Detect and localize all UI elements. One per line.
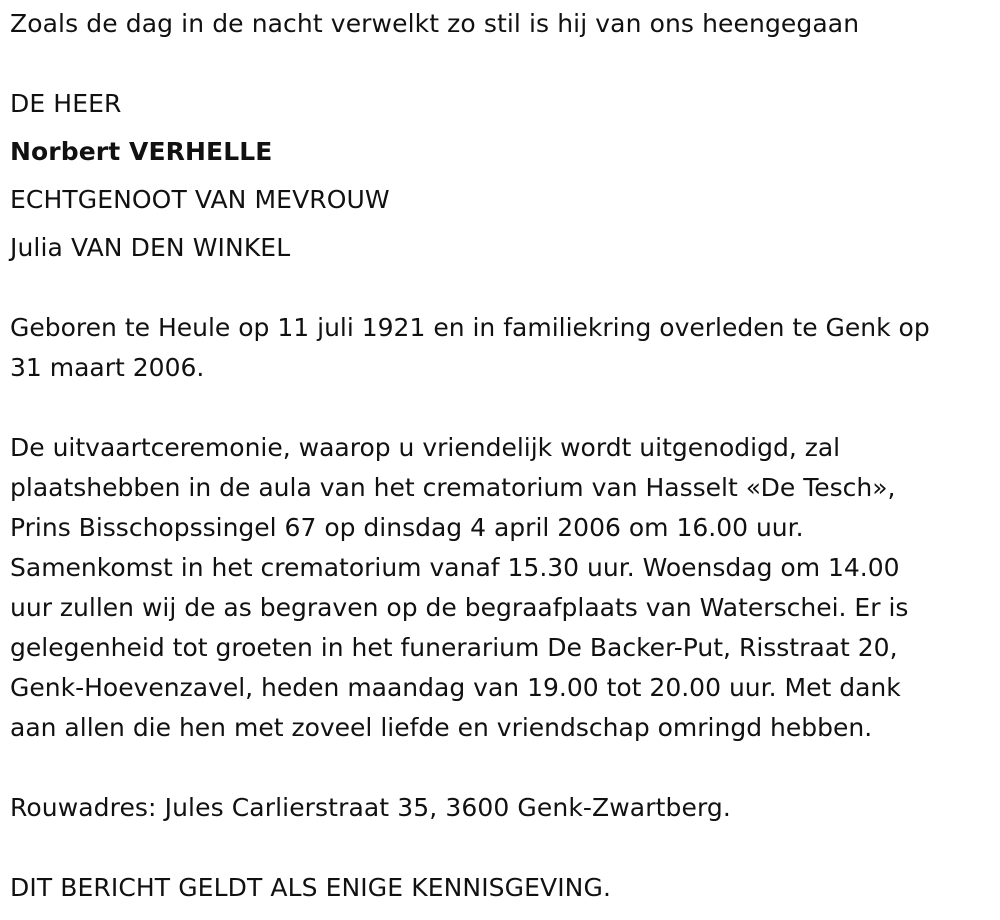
spacer: [10, 748, 990, 788]
spacer: [10, 828, 990, 868]
ceremony-line: Prins Bisschopssingel 67 op dinsdag 4 april 2006 om 16.00 uur.: [10, 513, 804, 542]
birth-death-line: Geboren te Heule op 11 juli 1921 en in familiekring overleden te Genk op: [10, 313, 930, 342]
ceremony-line: Samenkomst in het crematorium vanaf 15.30 uur. Woensdag om 14.00: [10, 553, 900, 582]
spacer: [10, 388, 990, 428]
salutation: DE HEER: [10, 89, 122, 118]
deceased-name: [10, 132, 990, 172]
spacer: [10, 268, 990, 308]
ceremony-line: plaatshebben in de aula van het crematorium van Hasselt «De Tesch»,: [10, 473, 896, 502]
closing-statement: DIT BERICHT GELDT ALS ENIGE KENNISGEVING.: [10, 873, 611, 902]
relation-line: ECHTGENOOT VAN MEVROUW: [10, 185, 390, 214]
ceremony-line: Genk-Hoevenzavel, heden maandag van 19.00 tot 20.00 uur. Met dank: [10, 673, 901, 702]
obituary-notice: [10, 0, 990, 908]
birth-death-line: 31 maart 2006.: [10, 353, 205, 382]
mourning-address: Rouwadres: Jules Carlierstraat 35, 3600 Genk-Zwartberg.: [10, 793, 731, 822]
spacer: [10, 44, 990, 84]
ceremony-line: uur zullen wij de as begraven op de begraafplaats van Waterschei. Er is: [10, 593, 909, 622]
ceremony-line: gelegenheid tot groeten in het funerarium De Backer-Put, Risstraat 20,: [10, 633, 898, 662]
deceased-name-text: Norbert VERHELLE: [10, 137, 273, 166]
ceremony-line: De uitvaartceremonie, waarop u vriendelijk wordt uitgenodigd, zal: [10, 433, 841, 462]
spouse-name: Julia VAN DEN WINKEL: [10, 233, 291, 262]
ceremony-line: aan allen die hen met zoveel liefde en vriendschap omringd hebben.: [10, 713, 873, 742]
ceremony-paragraph: [10, 428, 990, 748]
motto-text: Zoals de dag in de nacht verwelkt zo stil is hij van ons heengegaan: [10, 9, 860, 38]
birth-death-paragraph: [10, 308, 990, 388]
